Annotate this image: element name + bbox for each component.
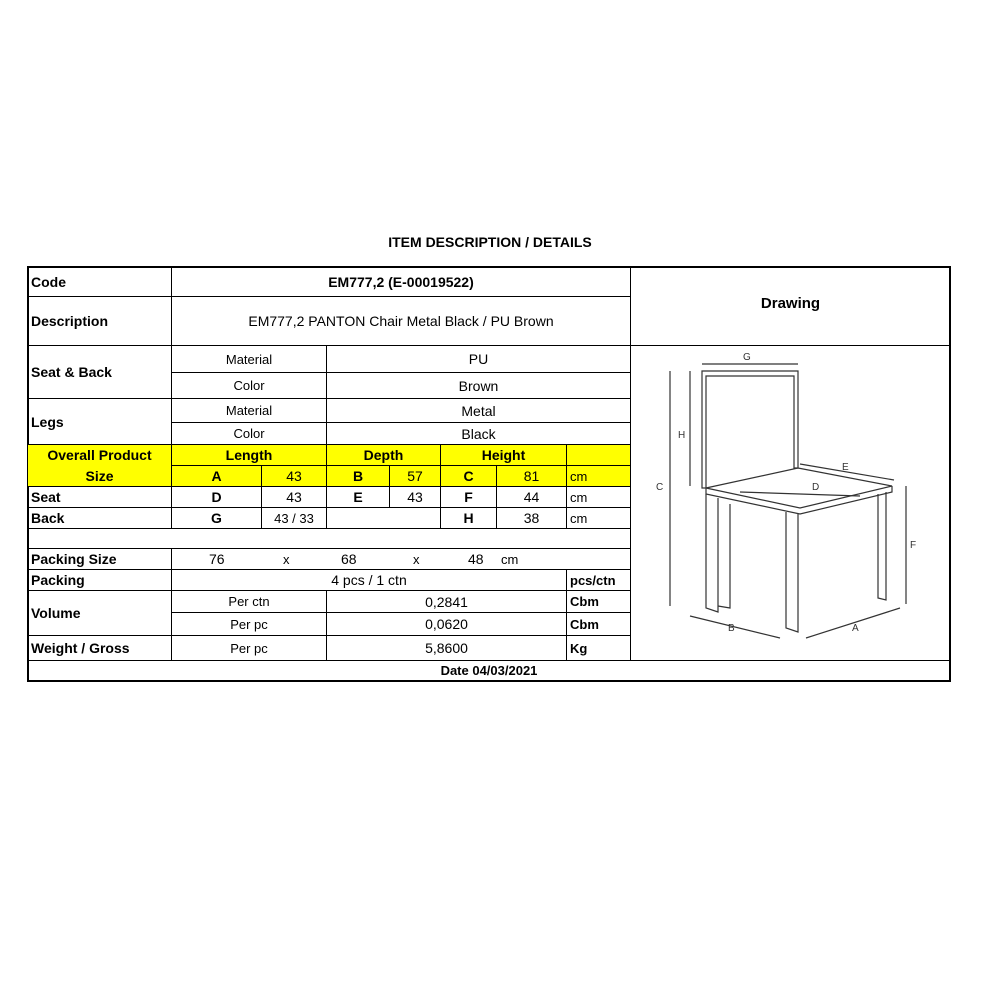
back-label: Back: [27, 507, 172, 529]
legs-material-label: Material: [171, 398, 327, 423]
drawing-label-c: C: [656, 482, 664, 493]
overall-unit: cm: [566, 465, 631, 487]
packing-unit: pcs/ctn: [566, 569, 631, 591]
packing-size-height: 48: [468, 551, 484, 567]
dim-g-value: 43 / 33: [261, 507, 327, 529]
packing-label: Packing: [27, 569, 172, 591]
back-blank-cell: [326, 507, 441, 529]
dim-d-label: D: [171, 486, 262, 508]
seat-back-label: Seat & Back: [27, 345, 172, 399]
code-label: Code: [27, 266, 172, 297]
drawing-label-a: A: [852, 623, 859, 634]
volume-per-ctn-label: Per ctn: [171, 590, 327, 613]
document-title: ITEM DESCRIPTION / DETAILS: [388, 234, 592, 250]
weight-value: 5,8600: [326, 635, 567, 661]
length-header: Length: [171, 444, 327, 466]
volume-per-ctn-value: 0,2841: [326, 590, 567, 613]
legs-color-label: Color: [171, 422, 327, 445]
weight-label: Weight / Gross: [27, 635, 172, 661]
chair-seat-top: [706, 468, 892, 508]
code-value: EM777,2 (E-00019522): [171, 266, 631, 297]
chair-leg-left-front: [706, 494, 718, 612]
drawing-label-d: D: [812, 482, 820, 493]
packing-size-x1: x: [283, 551, 290, 567]
legs-color-value: Black: [326, 422, 631, 445]
packing-size-row: [171, 548, 631, 570]
dim-a-value: 43: [261, 465, 327, 487]
chair-drawing: [630, 346, 950, 660]
overall-header-blank: [566, 444, 631, 466]
seat-unit: cm: [566, 486, 631, 508]
dim-f-label: F: [440, 486, 497, 508]
overall-size-label: [27, 444, 172, 487]
dim-d-value: 43: [261, 486, 327, 508]
weight-unit: Kg: [566, 635, 631, 661]
dim-b-value: 57: [389, 465, 441, 487]
packing-size-x2: x: [413, 551, 420, 567]
spacer-row: [27, 528, 631, 549]
dim-a-label: A: [171, 465, 262, 487]
drawing-label-g: G: [743, 352, 751, 363]
packing-size-label: Packing Size: [27, 548, 172, 570]
volume-per-pc-unit: Cbm: [566, 612, 631, 636]
seat-label: Seat: [27, 486, 172, 508]
height-header: Height: [440, 444, 567, 466]
dim-f-value: 44: [496, 486, 567, 508]
chair-leg-center-front: [786, 512, 798, 632]
drawing-label-h: H: [678, 430, 686, 441]
drawing-title: Drawing: [760, 295, 821, 312]
drawing-label-f: F: [910, 540, 917, 551]
weight-per-pc-label: Per pc: [171, 635, 327, 661]
volume-per-ctn-unit: Cbm: [566, 590, 631, 613]
seat-back-color-label: Color: [171, 372, 327, 399]
date-row: Date 04/03/2021: [27, 660, 951, 682]
seat-back-material-value: PU: [326, 345, 631, 373]
seat-back-color-value: Brown: [326, 372, 631, 399]
legs-material-value: Metal: [326, 398, 631, 423]
drawing-label-e: E: [842, 462, 849, 473]
dim-b-label: B: [326, 465, 390, 487]
chair-leg-right-front: [878, 492, 886, 600]
drawing-label-b: B: [728, 623, 735, 634]
overall-size-label-line2: Size: [85, 467, 114, 484]
volume-per-pc-label: Per pc: [171, 612, 327, 636]
packing-size-unit: cm: [501, 551, 519, 567]
seat-back-material-label: Material: [171, 345, 327, 373]
packing-size-width: 68: [341, 551, 357, 567]
dim-h-value: 38: [496, 507, 567, 529]
back-unit: cm: [566, 507, 631, 529]
legs-label: Legs: [27, 398, 172, 445]
description-label: Description: [27, 296, 172, 346]
volume-label: Volume: [27, 590, 172, 636]
dim-e-label: E: [326, 486, 390, 508]
packing-value: 4 pcs / 1 ctn: [171, 569, 567, 591]
dim-g-label: G: [171, 507, 262, 529]
dim-c-label: C: [440, 465, 497, 487]
volume-per-pc-value: 0,0620: [326, 612, 567, 636]
dim-c-value: 81: [496, 465, 567, 487]
packing-size-length: 76: [209, 551, 225, 567]
overall-size-label-line1: Overall Product: [47, 446, 152, 463]
chair-backrest: [702, 371, 798, 488]
description-value: EM777,2 PANTON Chair Metal Black / PU Brown: [171, 296, 631, 346]
dim-h-label: H: [440, 507, 497, 529]
depth-header: Depth: [326, 444, 441, 466]
dim-e-value: 43: [389, 486, 441, 508]
